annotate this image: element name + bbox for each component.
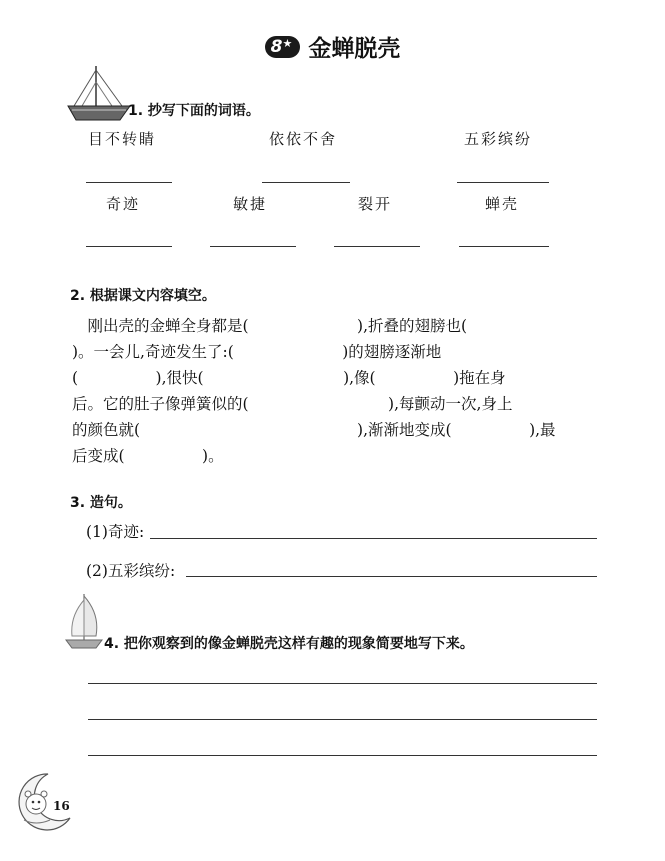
sentence-label-1: (1)奇迹: [86,523,145,541]
paragraph-line: 刚出壳的金蝉全身都是( ),折叠的翅膀也( [72,317,468,335]
paragraph-line: )。一会儿,奇迹发生了:( )的翅膀逐渐地 [72,343,442,361]
paragraph-line: 后。它的肚子像弹簧似的( ),每颤动一次,身上 [72,395,513,413]
word-5: 敏捷 [233,195,268,213]
paragraph-line: 的颜色就( ),渐渐地变成( ),最 [72,421,556,439]
lesson-title: 金蝉脱壳 [308,36,401,62]
section1-heading: 1. 抄写下面的词语。 [128,103,260,119]
sentence-line-2[interactable] [186,576,597,577]
word-1: 目不转睛 [88,130,157,148]
star-mark: ★ [282,36,293,50]
sentence-line-1[interactable] [150,538,597,539]
sail-icon [62,592,106,650]
copy-line-1[interactable] [86,182,172,183]
word-3: 五彩缤纷 [464,130,533,148]
writing-line-1[interactable] [88,683,597,684]
word-2: 依依不舍 [269,130,338,148]
fill-blank-paragraph [72,313,612,469]
lesson-number: 8 [270,36,283,57]
section2-heading: 2. 根据课文内容填空。 [70,288,216,304]
lesson-number-badge [265,36,301,58]
paragraph-line: ( ),很快( ),像( )拖在身 [72,369,506,387]
writing-line-3[interactable] [88,755,597,756]
page-number: 16 [53,799,70,813]
copy-line-7[interactable] [459,246,549,247]
word-7: 蝉壳 [485,195,520,213]
writing-line-2[interactable] [88,719,597,720]
copy-line-2[interactable] [262,182,350,183]
sailboat-icon [66,62,134,124]
sentence-label-2: (2)五彩缤纷: [86,562,176,580]
word-6: 裂开 [358,195,393,213]
copy-line-4[interactable] [86,246,172,247]
section4-heading: 4. 把你观察到的像金蝉脱壳这样有趣的现象简要地写下来。 [104,636,474,652]
copy-line-5[interactable] [210,246,296,247]
section3-heading: 3. 造句。 [70,495,132,511]
word-4: 奇迹 [106,195,141,213]
page-title [0,30,665,63]
copy-line-3[interactable] [457,182,549,183]
paragraph-line: 后变成( )。 [72,447,224,465]
copy-line-6[interactable] [334,246,420,247]
